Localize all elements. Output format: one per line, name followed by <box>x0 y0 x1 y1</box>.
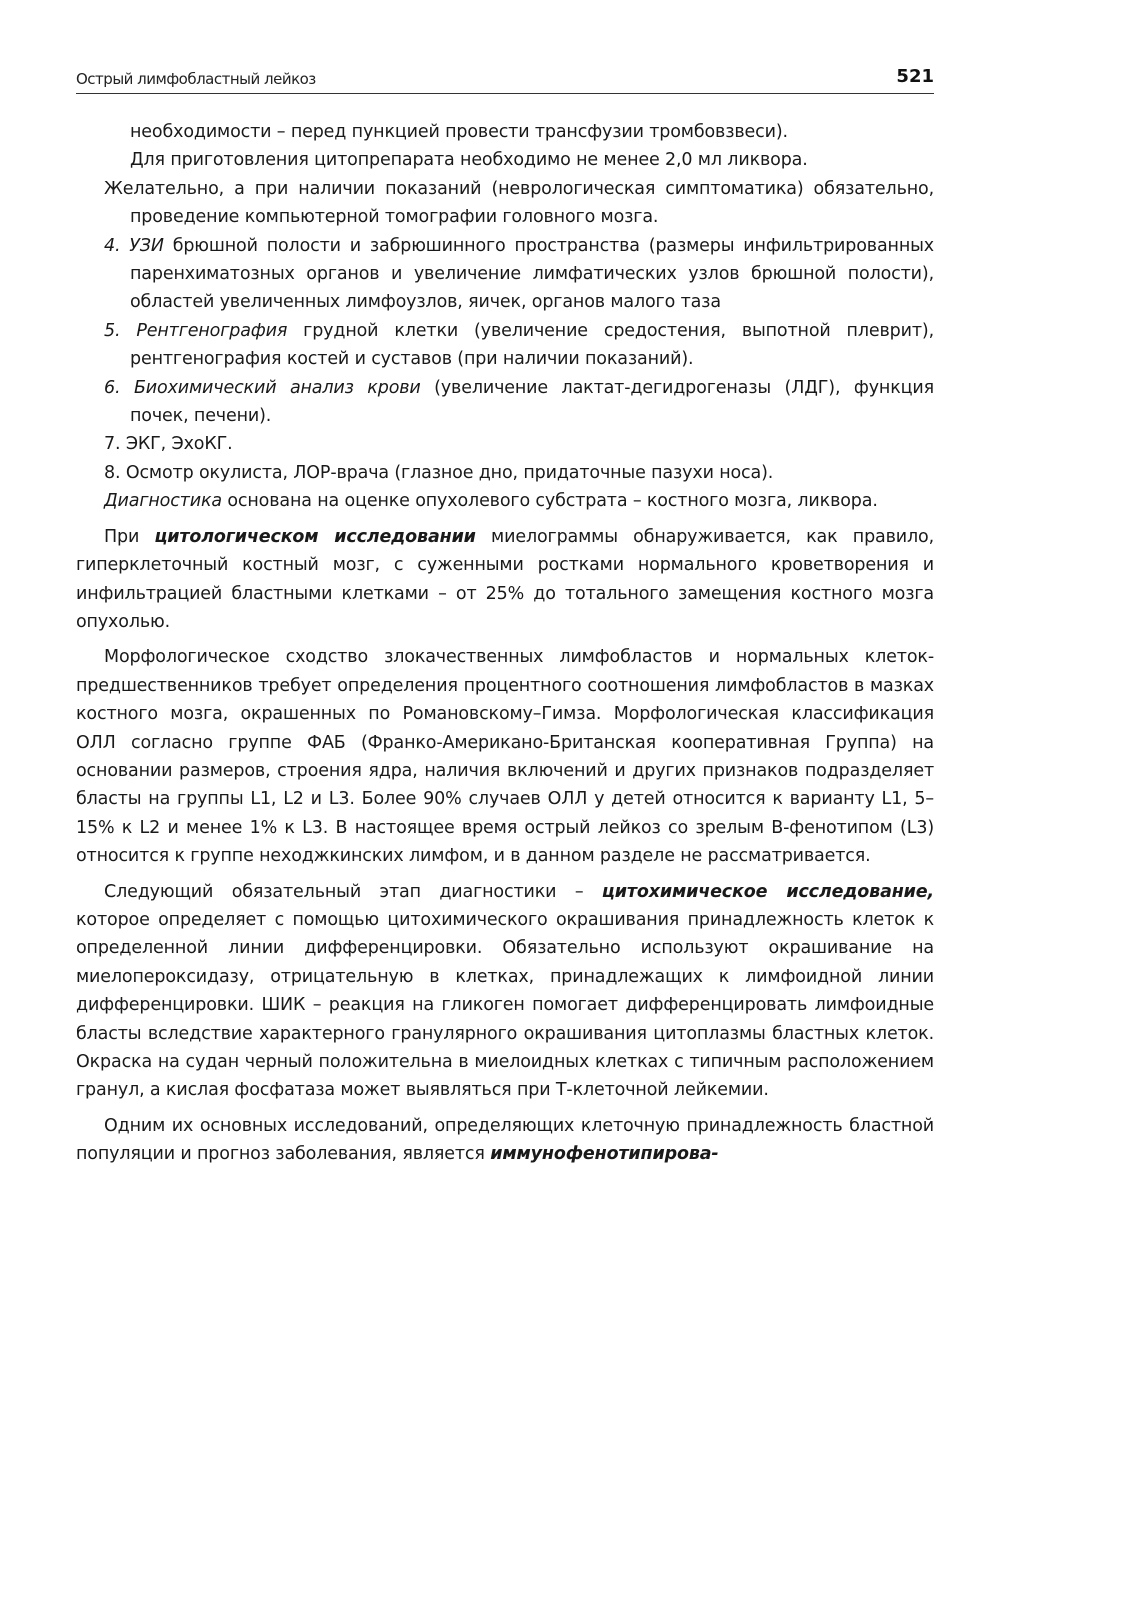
item-number: 4. <box>104 235 121 256</box>
cytology-pre: При <box>104 526 155 547</box>
item-text: (увеличение лактат-дегидрогеназы (ЛДГ), функция почек, печени). <box>130 377 934 427</box>
item-text: брюшной полости и забрюшинного пространства (размеры инфильтрированных паренхиматозных органов и увеличение лимфатических узлов брюшной полости), областей увеличенных лимфоузлов, яичек, органов малого таза <box>130 235 934 313</box>
header-rule <box>76 93 934 94</box>
list-item-6 <box>76 374 934 431</box>
item-number: 7. <box>104 434 121 455</box>
item-text: ЭКГ, ЭхоКГ. <box>120 434 233 455</box>
item-term: Рентгенография <box>136 320 288 341</box>
cytology-text: миелограммы обнаруживается, как правило, гиперклеточный костный мозг, с суженными ростками нормального кроветворения и инфильтрацией бластными клетками – от 25% до тотального замещения костного мозга опухолью. <box>76 526 935 632</box>
item-text: грудной клетки (увеличение средостения, выпотной плеврит), рентгенография костей и суставов (при наличии показаний). <box>130 320 934 370</box>
item-number: 6. <box>104 377 121 398</box>
body-text <box>76 118 934 1169</box>
page-number: 521 <box>896 66 934 87</box>
immunophenotyping-pre: Одним их основных исследований, определяющих клеточную принадлежность бластной популяции и прогноз заболевания, является <box>76 1115 934 1165</box>
cytology-term: цитологическом исследовании <box>154 526 476 547</box>
item-term: УЗИ <box>129 235 164 256</box>
list-item-5 <box>76 317 934 374</box>
cytology-paragraph <box>76 523 934 637</box>
list-item-7 <box>76 430 934 458</box>
morphology-paragraph: Морфологическое сходство злокачественных лимфобластов и нормальных клеток-предшественников требует определения процентного соотношения лимфобластов в мазках костного мозга, окрашенных по Романовскому–Гимза. Морфологическая классификация ОЛЛ согласно группе ФАБ (Франко-Американо-Британская кооперативная Группа) на основании размеров, строения ядра, наличия включений и других признаков подразделяет бласты на группы L1, L2 и L3. Более 90% случаев ОЛЛ у детей относится к варианту L1, 5–15% к L2 и менее 1% к L3. В настоящее время острый лейкоз со зрелым В-фенотипом (L3) относится к группе неходжкинских лимфом, и в данном разделе не рассматривается. <box>76 647 934 867</box>
ct-paragraph: Желательно, а при наличии показаний (неврологическая симптоматика) обязательно, проведение компьютерной томографии головного мозга. <box>104 178 934 228</box>
item-text: Осмотр окулиста, ЛОР-врача (глазное дно, придаточные пазухи носа). <box>120 462 774 483</box>
cytochemistry-paragraph <box>76 878 934 1105</box>
cytochemistry-text: которое определяет с помощью цитохимического окрашивания принадлежность клеток к определенной линии дифференцировки. Обязательно используют окрашивание на миелопероксидазу, отрицательную в клетках, принадлежащих к лимфоидной линии дифференцировки. ШИК – реакция на гликоген помогает дифференцировать лимфоидные бласты вследствие характерного гранулярного окрашивания цитоплазмы бластных клеток. Окраска на судан черный положительна в миелоидных клетках с типичным расположением гранул, а кислая фосфатаза может выявляться при Т-клеточной лейкемии. <box>76 909 934 1101</box>
diagnostics-paragraph <box>76 487 934 515</box>
diagnostics-term: Диагностика <box>104 491 222 512</box>
continuation-line: Для приготовления цитопрепарата необходимо не менее 2,0 мл ликвора. <box>130 150 808 171</box>
diagnostics-text: основана на оценке опухолевого субстрата – костного мозга, ликвора. <box>221 491 878 512</box>
item-number: 8. <box>104 462 121 483</box>
continuation-line: необходимости – перед пункцией провести трансфузии тромбовзвеси). <box>130 122 788 142</box>
cytochemistry-pre: Следующий обязательный этап диагностики – <box>104 881 602 902</box>
item-number: 5. <box>104 320 121 341</box>
immunophenotyping-term: иммунофенотипирова- <box>490 1144 719 1165</box>
list-item-8 <box>76 459 934 487</box>
cytochemistry-term: цитохимическое исследование, <box>601 881 934 902</box>
running-head <box>76 64 934 94</box>
item-term: Биохимический анализ крови <box>133 377 421 398</box>
running-title: Острый лимфобластный лейкоз <box>76 70 316 88</box>
immunophenotyping-paragraph <box>76 1112 934 1169</box>
list-item-4 <box>76 232 934 317</box>
